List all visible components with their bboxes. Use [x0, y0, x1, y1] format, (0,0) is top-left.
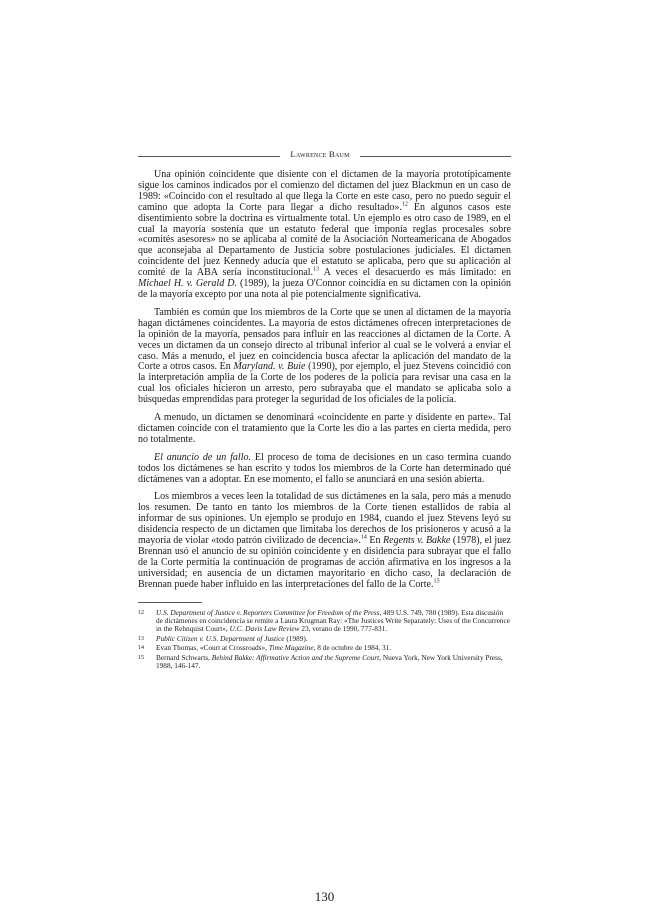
text-run: A menudo, un dictamen se denominará «coincidente en parte y disidente en parte». Tal dictamen coincide con el tratamiento que la Corte les dio a las partes en cierta medida, pero no totalmente. [138, 412, 511, 445]
paragraph [138, 492, 511, 590]
footnote-ref: 12 [401, 201, 408, 208]
text-run: En [366, 535, 384, 547]
text-run: Evan Thomas, «Court at Crossroads», [156, 643, 269, 653]
footnote-number: 13 [138, 635, 144, 642]
italic-text: Michael H. v. Gerald D. [138, 278, 237, 290]
footnote-text [156, 635, 511, 643]
italic-text: Time Magazine [268, 643, 314, 653]
text-run: El proceso de toma de decisiones en un caso termina cuando todos los dictámenes se han escrito y todos los miembros de la Corte han determinado qué dictámenes van a adoptar. En ese momento, el fallo se anunciará en una sesión abierta. [138, 451, 511, 485]
text-run: A veces el desacuerdo es más limitado: en [319, 267, 511, 279]
italic-text: Regents v. Bakke [383, 535, 451, 547]
text-run: 23, verano de 1990, 777-831. [299, 624, 388, 634]
paragraph [138, 413, 511, 446]
italic-text: Behind Bakke: Affirmative Action and the Supreme Court [211, 652, 380, 662]
footnote-text [156, 609, 511, 634]
footnote-ref: 14 [360, 534, 367, 541]
paragraph [138, 308, 511, 406]
header-rule-right [360, 156, 511, 157]
text-run: (1989), la jueza O'Connor coincidía en su dictamen con la opinión de la mayoría excepto por una nota al pie potencialmente significativa. [138, 278, 511, 300]
footnote-separator [138, 602, 202, 603]
footnote [138, 609, 511, 634]
text-run: Una opinión coincidente que disiente con el dictamen de la mayoría prototípicamente sigue los caminos indicados por el comienzo del dictamen del juez Blackmun en un caso de 1989: «Coincido con el resultado al que llega la Corte en este caso, pero no puedo seguir el camino que adopta la Corte para llegar a dicho resultado». [138, 169, 511, 213]
text-run: Bernard Schwarts, [156, 652, 212, 662]
text-run: Los miembros a veces leen la totalidad de sus dictámenes en la sala, pero más a menudo los resumen. De tanto en tanto los miembros de la Corte tienen estallidos de rabia al informar de sus opiniones. Un ejemplo se produjo en 1984, cuando el juez Stevens leyó su disidencia respecto de un dictamen que limitaba los derechos de los prisioneros y acusó a la mayoría de violar «todo patrón civilizado de decencia». [138, 491, 511, 547]
paragraph [138, 170, 511, 301]
footnote-ref: 13 [313, 266, 320, 273]
footnote-text [156, 654, 511, 671]
footnotes [138, 609, 511, 671]
text-run: , 8 de octubre de 1984, 31. [313, 643, 392, 653]
text-run: En algunos casos este disentimiento sobre la doctrina es virtualmente total. Un ejemplo es otro caso de 1989, en el cual la mayoría sostenía que un estatuto federal que imponía reglas procesales sobre «comités asesores» no se aplicaba al comité de la Asociación Norteamericana de Abogados que aconsejaba al Departamento de Justicia sobre postulaciones judiciales. El dictamen coincidente del juez Kennedy aducía que el estatuto se aplicaba, pero que su aplicación al comité de la ABA sería inconstitucional. [138, 201, 511, 279]
footnote [138, 644, 511, 652]
running-head [138, 144, 511, 162]
text-run: (1978), el juez Brennan usó el anuncio de su opinión coincidente y en disidencia para subrayar que el fallo de la Corte permitía la continuación de programas de acción afirmativa en los ingresos a la universidad; en ausencia de un dictamen mayoritario en dicho caso, la declaración de Brennan puede haber influido en las interpretaciones del fallo de la Corte. [138, 535, 511, 590]
header-rule-left [138, 156, 280, 157]
italic-text: El anuncio de un fallo. [154, 451, 251, 463]
page-number: 130 [314, 889, 335, 904]
text-run: , Nueva York, New York University Press, 1988, 146-147. [156, 652, 503, 671]
text-run: También es común que los miembros de la Corte que se unen al dictamen de la mayoría hagan dictámenes coincidentes. La mayoría de estos dictámenes ofrecen interpretaciones de la opinión de la mayoría, pensados para influir en las reacciones al dictamen de la Corte. A veces un dictamen da un consejo directo al tribunal inferior al cual se le volverá a enviar el caso. Más a menudo, el juez en coincidencia busca afectar la aplicación del mandato de la Corte a otros casos. En [138, 306, 511, 373]
footnote [138, 635, 511, 643]
italic-text: U.C. Davis Law Review [229, 624, 300, 634]
footnote-ref: 15 [433, 578, 440, 585]
running-head-author: Lawrence Baum [290, 149, 350, 159]
footnote-number: 14 [138, 645, 144, 652]
italic-text: Maryland. v. Buie [233, 361, 306, 373]
footnote-text [156, 644, 511, 652]
footnote [138, 654, 511, 671]
italic-text: U.S. Department of Justice v. Reporters Committee for Freedom of the Press [156, 607, 380, 617]
text-run: , 489 U.S. 749, 780 (1989). Esta discusión de dictámenes en coincidencia se remite a Laura Krugman Ray: «The Justices Write Separately: Uses of the Concurrence in the Rehnquist Court», [156, 607, 510, 634]
page [138, 144, 511, 904]
main-text [138, 170, 511, 591]
footnote-number: 15 [138, 654, 144, 661]
footnote-number: 12 [138, 609, 144, 616]
italic-text: Public Citizen v. U.S. Department of Justice [156, 633, 285, 643]
paragraph [138, 453, 511, 486]
text-run: (1990), por ejemplo, el juez Stevens coincidió con la interpretación amplia de la Corte de los poderes de la policía para revisar una casa en la cual los oficiales hicieron un arresto, pero subrayaba que el mandato se aplicaba solo a búsquedas emprendidas para proteger la seguridad de los oficiales de la policía. [138, 361, 511, 406]
text-run: (1989). [284, 633, 308, 643]
